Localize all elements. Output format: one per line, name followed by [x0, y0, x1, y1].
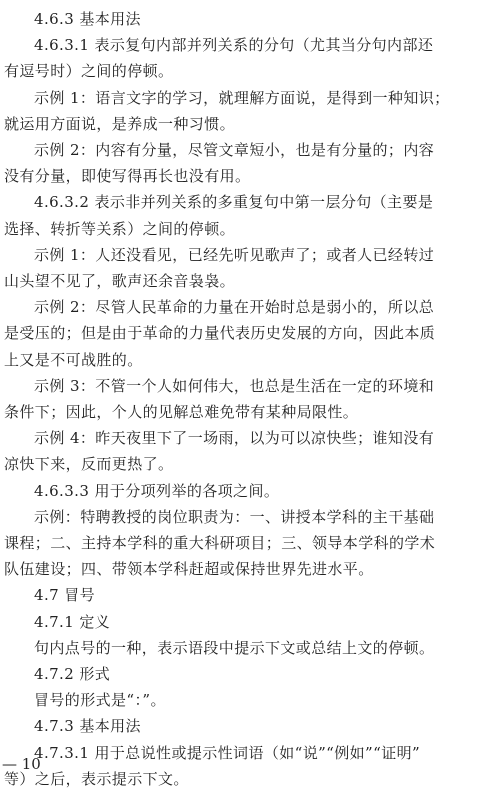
- text-line: 示例 2：尽管人民革命的力量在开始时总是弱小的，所以总: [34, 298, 435, 317]
- text-line: 句内点号的一种，表示语段中提示下文或总结上文的停顿。: [34, 638, 435, 657]
- text-line: 凉快下来，反而更热了。: [4, 455, 174, 474]
- text-line: 示例 1：人还没看见，已经先听见歌声了；或者人已经转过: [34, 245, 435, 264]
- body-text: [4, 6, 470, 792]
- text-line: 4.7.3.1 用于总说性或提示性词语（如“说”“例如”“证明”: [34, 743, 421, 762]
- text-line: 选择、转折等关系）之间的停顿。: [4, 219, 236, 238]
- text-line: 4.6.3.3 用于分项列举的各项之间。: [34, 481, 280, 500]
- text-line: 冒号的形式是“：”。: [34, 691, 166, 710]
- text-line: 4.7.1 定义: [34, 612, 111, 631]
- text-line: 4.7.3 基本用法: [34, 717, 141, 736]
- text-line: 示例 4：昨天夜里下了一场雨，以为可以凉快些；谁知没有: [34, 429, 435, 448]
- text-line: 4.7 冒号: [34, 586, 96, 605]
- text-line: 4.7.2 形式: [34, 665, 111, 684]
- text-line: 没有分量，即使写得再长也没有用。: [4, 167, 251, 186]
- text-line: 示例 3：不管一个人如何伟大，也总是生活在一定的环境和: [34, 376, 435, 395]
- text-line: 山头望不见了，歌声还余音袅袅。: [4, 272, 236, 291]
- text-line: 队伍建设；四、带领本学科赶超或保持世界先进水平。: [4, 560, 374, 579]
- text-line: 条件下；因此，个人的见解总难免带有某种局限性。: [4, 403, 359, 422]
- text-line: 有逗号时）之间的停顿。: [4, 62, 174, 81]
- text-line: 4.6.3.2 表示非并列关系的多重复句中第一层分句（主要是: [34, 193, 434, 212]
- text-line: 示例 1：语言文字的学习，就理解方面说，是得到一种知识；: [34, 88, 450, 107]
- text-line: 4.6.3 基本用法: [34, 10, 141, 28]
- text-line: 是受压的；但是由于革命的力量代表历史发展的方向，因此本质: [4, 324, 436, 343]
- text-line: 示例：特聘教授的岗位职责为：一、讲授本学科的主干基础: [34, 507, 435, 526]
- text-line: 就运用方面说，是养成一种习惯。: [4, 114, 236, 133]
- page-number: — 10: [2, 755, 41, 773]
- text-line: 上又是不可战胜的。: [4, 350, 143, 369]
- text-line: 示例 2：内容有分量，尽管文章短小，也是有分量的；内容: [34, 141, 435, 160]
- text-line: 等）之后，表示提示下文。: [4, 769, 189, 788]
- text-line: 4.6.3.1 表示复句内部并列关系的分句（尤其当分句内部还: [34, 36, 434, 55]
- text-line: 课程；二、主持本学科的重大科研项目；三、领导本学科的学术: [4, 534, 436, 553]
